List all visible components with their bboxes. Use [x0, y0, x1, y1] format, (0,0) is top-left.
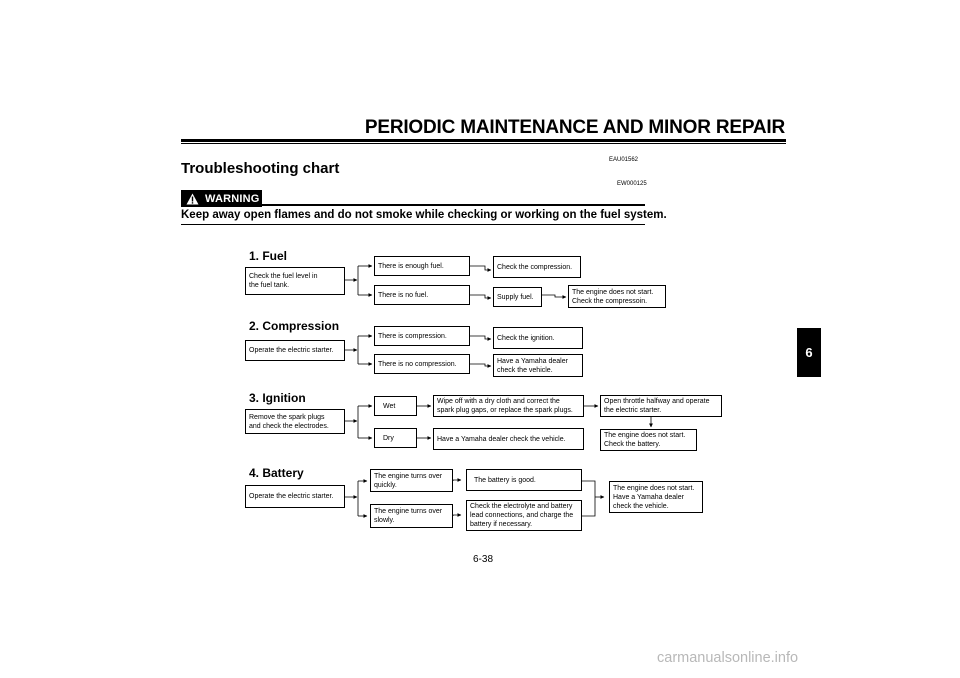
ignition-dry-box: Dry	[374, 428, 417, 448]
compression-yes-box: There is compression.	[374, 326, 470, 346]
watermark: carmanualsonline.info	[657, 650, 799, 666]
fuel-check-level-box: Check the fuel level in the fuel tank.	[245, 267, 345, 295]
fuel-not-start-box: The engine does not start. Check the compressoin.	[568, 285, 666, 308]
compression-heading: 2. Compression	[249, 319, 340, 333]
fuel-supply-box: Supply fuel.	[493, 287, 542, 307]
ignition-wet-box: Wet	[374, 396, 417, 416]
compression-dealer-box: Have a Yamaha dealer check the vehicle.	[493, 354, 583, 377]
fuel-heading: 1. Fuel	[249, 249, 288, 263]
compression-starter-box: Operate the electric starter.	[245, 340, 345, 361]
fuel-check-compression-box: Check the compression.	[493, 256, 581, 278]
warning-text: Keep away open flames and do not smoke while checking or working on the fuel system.	[181, 209, 667, 221]
ignition-throttle-box: Open throttle halfway and operate the electric starter.	[600, 395, 722, 417]
compression-check-ignition-box: Check the ignition.	[493, 327, 583, 349]
section-code: EAU01562	[609, 157, 639, 163]
fuel-enough-box: There is enough fuel.	[374, 256, 470, 276]
compression-no-box: There is no compression.	[374, 354, 470, 374]
fuel-none-box: There is no fuel.	[374, 285, 470, 305]
page-header: PERIODIC MAINTENANCE AND MINOR REPAIR	[364, 117, 785, 138]
ignition-dealer-box: Have a Yamaha dealer check the vehicle.	[433, 428, 584, 450]
ignition-wipe-box: Wipe off with a dry cloth and correct the spark plug gaps, or replace the spark plugs.	[433, 395, 584, 417]
chapter-tab: 6	[797, 328, 821, 377]
warning-code: EW000125	[617, 181, 647, 187]
battery-heading: 4. Battery	[249, 466, 304, 480]
battery-starter-box: Operate the electric starter.	[245, 485, 345, 508]
battery-electrolyte-box: Check the electrolyte and battery lead connections, and charge the battery if necessary.	[466, 500, 582, 531]
battery-good-box: The battery is good.	[466, 469, 582, 491]
battery-not-start-box: The engine does not start. Have a Yamaha dealer check the vehicle.	[609, 481, 703, 513]
section-title: Troubleshooting chart	[181, 160, 340, 177]
ignition-spark-plugs-box: Remove the spark plugs and check the electrodes.	[245, 409, 345, 434]
battery-quick-box: The engine turns over quickly.	[370, 469, 453, 492]
warning-label: WARNING	[205, 192, 260, 205]
page-number: 6-38	[472, 554, 493, 565]
ignition-not-start-box: The engine does not start. Check the battery.	[600, 429, 697, 451]
battery-slow-box: The engine turns over slowly.	[370, 504, 453, 528]
ignition-heading: 3. Ignition	[249, 391, 306, 405]
